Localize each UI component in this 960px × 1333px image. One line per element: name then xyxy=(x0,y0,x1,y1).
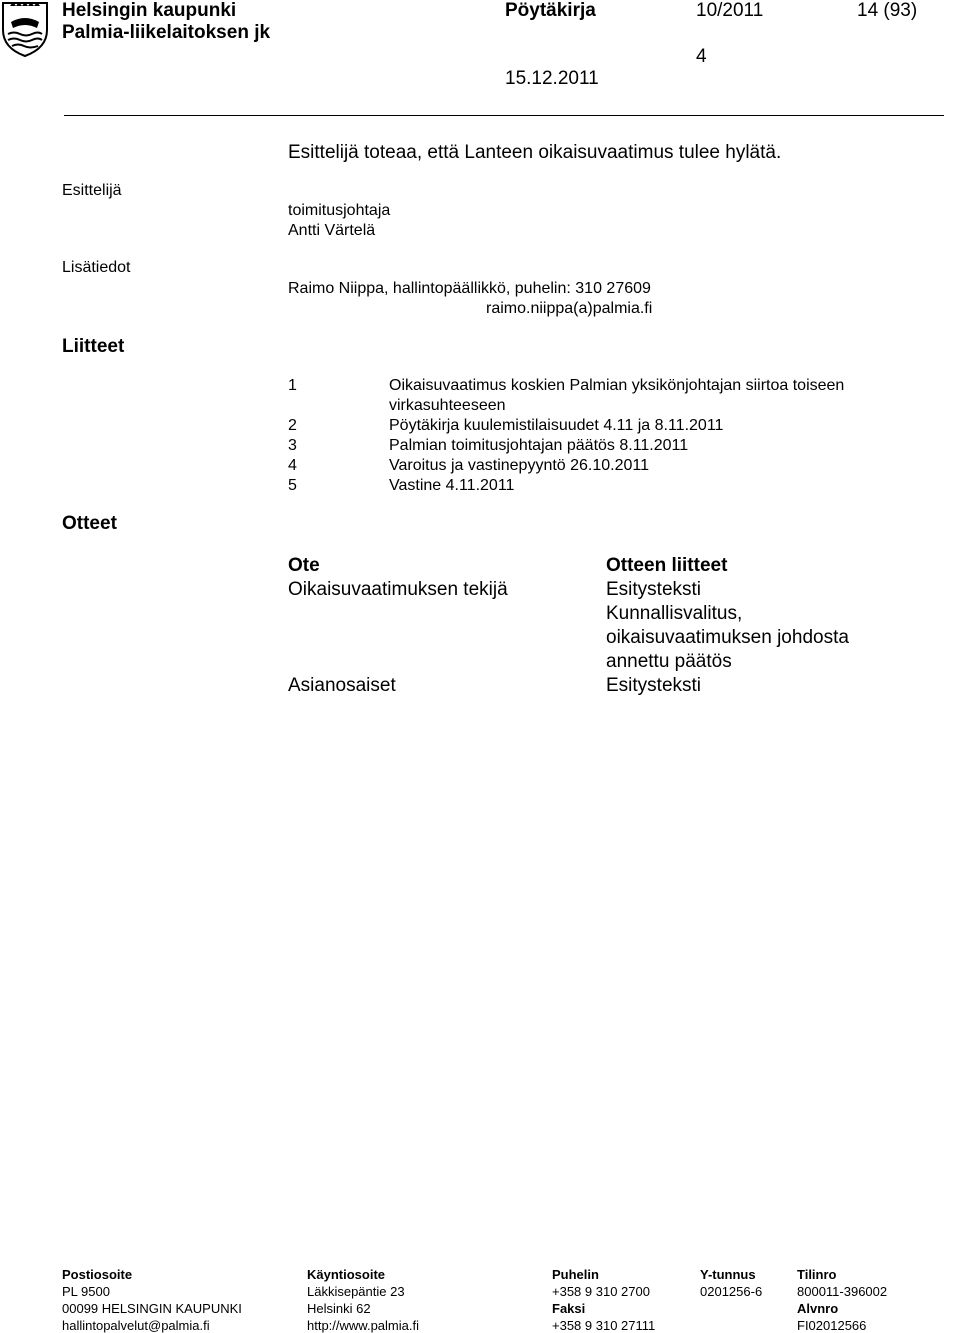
decision-text: Esittelijä toteaa, että Lanteen oikaisuvaatimus tulee hylätä. xyxy=(288,142,782,163)
attachment-item xyxy=(288,457,649,475)
footer-business-id-label: Y-tunnus xyxy=(700,1267,756,1282)
extract-attachment: Esitysteksti xyxy=(606,675,702,696)
meeting-date: 15.12.2011 xyxy=(505,68,599,89)
attachment-item xyxy=(288,477,514,495)
footer-street: Läkkisepäntie 23 xyxy=(307,1284,405,1299)
footer-phone: +358 9 310 2700 xyxy=(552,1284,650,1299)
extracts-label: Otteet xyxy=(62,513,117,534)
attachment-text: Palmian toimitusjohtajan päätös 8.11.2011 xyxy=(389,437,689,454)
attachment-number: 2 xyxy=(288,417,297,434)
footer-fax: +358 9 310 27111 xyxy=(552,1318,656,1333)
org-unit: Palmia-liikelaitoksen jk xyxy=(62,22,271,43)
attachment-text: Varoitus ja vastinepyyntö 26.10.2011 xyxy=(389,457,650,474)
extract-attachment: Esitysteksti xyxy=(606,579,702,600)
attachment-text: Pöytäkirja kuulemistilaisuudet 4.11 ja 8.11.2011 xyxy=(389,417,724,434)
footer-postal-label: Postiosoite xyxy=(62,1267,133,1282)
extract-attachment: oikaisuvaatimuksen johdosta xyxy=(606,627,849,648)
extract-attachments-column-header: Otteen liitteet xyxy=(606,555,728,576)
attachment-text: Oikaisuvaatimus koskien Palmian yksikönjohtajan siirtoa toiseen xyxy=(389,377,845,394)
extract-recipient: Asianosaiset xyxy=(288,675,396,696)
extract-column-header: Ote xyxy=(288,555,320,576)
attachment-item xyxy=(288,417,723,435)
doc-number: 10/2011 xyxy=(696,0,764,21)
info-email: raimo.niippa(a)palmia.fi xyxy=(486,300,653,317)
footer-account: 800011-396002 xyxy=(797,1284,888,1299)
attachment-item xyxy=(288,377,844,395)
footer-vat-label: Alvnro xyxy=(797,1301,839,1316)
footer-fax-label: Faksi xyxy=(552,1301,586,1316)
helsinki-coat-of-arms-icon xyxy=(0,0,50,58)
attachment-text-continued: virkasuhteeseen xyxy=(389,397,506,414)
footer-postal-city: 00099 HELSINGIN KAUPUNKI xyxy=(62,1301,242,1316)
footer-vat: FI02012566 xyxy=(797,1318,867,1333)
footer-visiting-label: Käyntiosoite xyxy=(307,1267,386,1282)
info-label: Lisätiedot xyxy=(62,259,131,276)
presenter-title: toimitusjohtaja xyxy=(288,202,391,219)
footer-postal-box: PL 9500 xyxy=(62,1284,110,1299)
attachment-number: 3 xyxy=(288,437,297,454)
footer-phone-label: Puhelin xyxy=(552,1267,599,1282)
extract-attachment: annettu päätös xyxy=(606,651,732,672)
header-divider xyxy=(64,115,944,116)
extract-attachment: Kunnallisvalitus, xyxy=(606,603,743,624)
attachment-text: Vastine 4.11.2011 xyxy=(389,477,515,494)
extract-recipient: Oikaisuvaatimuksen tekijä xyxy=(288,579,508,600)
attachment-number: 5 xyxy=(288,477,297,494)
footer-website: http://www.palmia.fi xyxy=(307,1318,419,1333)
org-name: Helsingin kaupunki xyxy=(62,0,237,21)
attachment-number: 4 xyxy=(288,457,297,474)
attachment-number: 1 xyxy=(288,377,297,394)
footer-business-id: 0201256-6 xyxy=(700,1284,763,1299)
attachment-item xyxy=(288,437,688,455)
presenter-name: Antti Värtelä xyxy=(288,222,376,239)
section-number: 4 xyxy=(696,46,707,67)
page-number: 14 (93) xyxy=(857,0,918,21)
footer-city: Helsinki 62 xyxy=(307,1301,371,1316)
footer-account-label: Tilinro xyxy=(797,1267,837,1282)
doc-type: Pöytäkirja xyxy=(505,0,596,21)
footer-email: hallintopalvelut@palmia.fi xyxy=(62,1318,210,1333)
presenter-label: Esittelijä xyxy=(62,182,122,199)
attachments-label: Liitteet xyxy=(62,336,125,357)
info-contact: Raimo Niippa, hallintopäällikkö, puhelin: 310 27609 xyxy=(288,280,651,297)
